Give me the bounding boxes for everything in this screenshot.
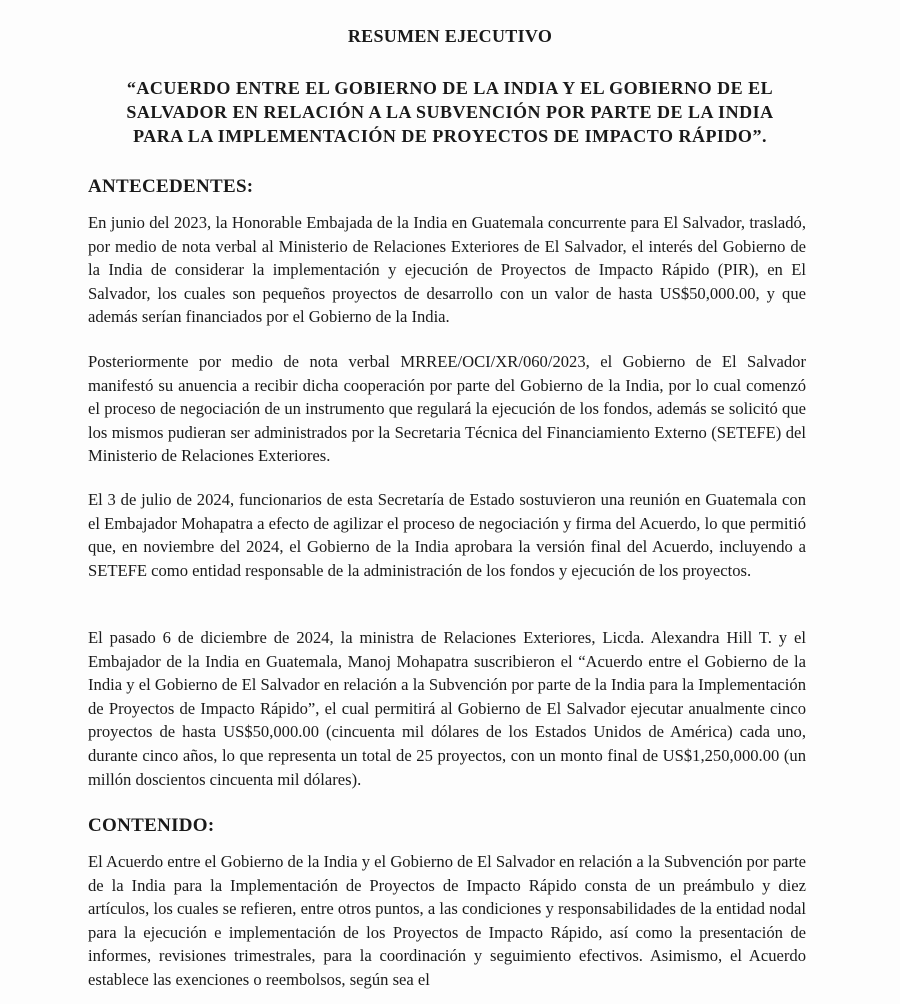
section-heading-antecedentes: ANTECEDENTES: (88, 176, 254, 197)
paragraph: En junio del 2023, la Honorable Embajada de la India en Guatemala concurrente para El Salvador, trasladó, por medio de nota verbal al Ministerio de Relaciones Exteriores de El Salvador, el interés del Gobierno de la India de considerar la implementación y ejecución de Proyectos de Impacto Rápido (PIR), en El Salvador, los cuales son pequeños proyectos de desarrollo con un valor de hasta US$50,000.00, y que además serían financiados por el Gobierno de la India. (88, 213, 806, 327)
paragraph: El Acuerdo entre el Gobierno de la India y el Gobierno de El Salvador en relación a la Subvención por parte de la India para la Implementación de Proyectos de Impacto Rápido consta de un preámbulo y diez artículos, los cuales se refieren, entre otros puntos, a las condiciones y responsabilidades de la entidad nodal para la ejecución e implementación de los Proyectos de Impacto Rápido, así como la presentación de informes, revisiones trimestrales, para la coordinación y seguimiento efectivos. Asimismo, el Acuerdo establece las exenciones o reembolsos, según sea el (88, 852, 806, 989)
document-subtitle: “ACUERDO ENTRE EL GOBIERNO DE LA INDIA Y EL GOBIERNO DE EL SALVADOR EN RELACIÓN A LA SUBVENCIÓN POR PARTE DE LA INDIA PARA LA IMPLEMENTACIÓN DE PROYECTOS DE IMPACTO RÁPIDO”. (126, 78, 774, 146)
paragraph: El pasado 6 de diciembre de 2024, la ministra de Relaciones Exteriores, Licda. Alexandra Hill T. y el Embajador de la India en Guatemala, Manoj Mohapatra suscribieron el “Acuerdo entre el Gobierno de la India y el Gobierno de El Salvador en relación a la Subvención por parte de la India para la Implementación de Proyectos de Impacto Rápido”, el cual permitirá al Gobierno de El Salvador ejecutar anualmente cinco proyectos de hasta US$50,000.00 (cincuenta mil dólares de los Estados Unidos de América) cada uno, durante cinco años, lo que representa un total de 25 proyectos, con un monto final de US$1,250,000.00 (un millón doscientos cincuenta mil dólares). (88, 628, 806, 789)
section-heading-contenido: CONTENIDO: (88, 815, 215, 836)
paragraph: Posteriormente por medio de nota verbal MRREE/OCI/XR/060/2023, el Gobierno de El Salvador manifestó su anuencia a recibir dicha cooperación por parte del Gobierno de la India, por lo cual comenzó el proceso de negociación de un instrumento que regulará la ejecución de los fondos, además se solicitó que los mismos pudieran ser administrados por la Secretaria Técnica del Financiamiento Externo (SETEFE) del Ministerio de Relaciones Exteriores. (88, 352, 806, 466)
paragraph: El 3 de julio de 2024, funcionarios de esta Secretaría de Estado sostuvieron una reunión en Guatemala con el Embajador Mohapatra a efecto de agilizar el proceso de negociación y firma del Acuerdo, lo que permitió que, en noviembre del 2024, el Gobierno de la India aprobara la versión final del Acuerdo, incluyendo a SETEFE como entidad responsable de la administración de los fondos y ejecución de los proyectos. (88, 490, 806, 580)
document-title: RESUMEN EJECUTIVO (347, 26, 553, 46)
